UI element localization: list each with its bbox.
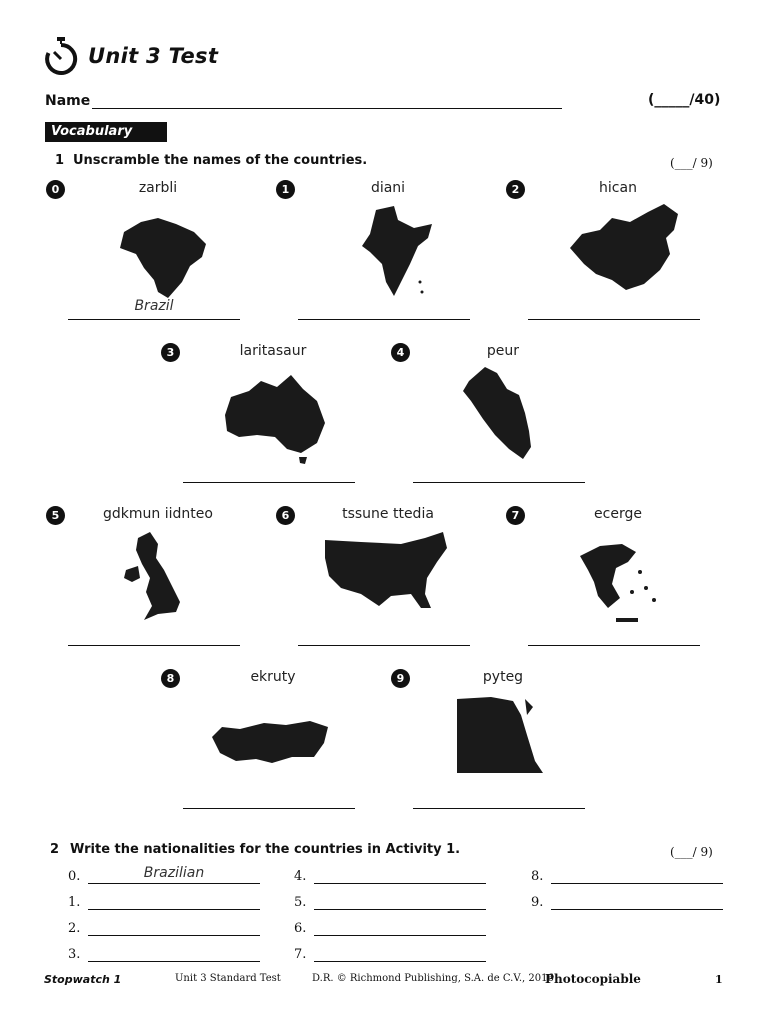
scrambled-word: peur xyxy=(486,343,520,359)
scrambled-word: zarbli xyxy=(138,180,178,196)
brazil-map-icon xyxy=(106,202,231,302)
scrambled-word: gdkmun iidnteo xyxy=(103,506,213,522)
country-item xyxy=(161,669,391,819)
nationality-item xyxy=(68,865,205,884)
country-item xyxy=(506,506,736,656)
answer-line[interactable] xyxy=(314,883,486,884)
answer-text: Brazilian xyxy=(143,865,205,881)
australia-map-icon xyxy=(221,365,346,465)
stopwatch-icon xyxy=(44,36,78,76)
country-item xyxy=(46,506,276,656)
page-title: Unit 3 Test xyxy=(88,44,219,68)
item-label: 1. xyxy=(68,895,81,910)
country-item xyxy=(276,180,506,330)
item-number-badge: 0 xyxy=(46,180,65,199)
activity2-number: 2 xyxy=(50,842,60,857)
uk-map-icon xyxy=(106,528,231,628)
item-label: 5. xyxy=(294,895,307,910)
item-number-badge: 2 xyxy=(506,180,525,199)
answer-line[interactable] xyxy=(88,909,260,910)
answer-line[interactable] xyxy=(68,645,240,646)
item-label: 9. xyxy=(531,895,544,910)
scrambled-word: laritasaur xyxy=(239,343,307,359)
item-label: 3. xyxy=(68,947,81,962)
nationality-item xyxy=(68,921,80,936)
scrambled-word: ekruty xyxy=(250,669,296,685)
peru-map-icon xyxy=(451,365,576,465)
item-label: 7. xyxy=(294,947,307,962)
answer-line[interactable] xyxy=(528,645,700,646)
country-item xyxy=(391,669,621,819)
name-label: Name xyxy=(45,93,91,109)
country-item xyxy=(391,343,621,493)
scrambled-word: diani xyxy=(370,180,406,196)
name-input-line[interactable] xyxy=(92,108,562,109)
activity1-heading xyxy=(55,153,367,168)
nationality-item xyxy=(294,869,306,884)
activity2-heading xyxy=(50,842,460,857)
activity2-score: (___/ 9) xyxy=(670,845,713,859)
answer-text: Brazil xyxy=(134,298,174,314)
item-label: 8. xyxy=(531,869,544,884)
footer-copyright: D.R. © Richmond Publishing, S.A. de C.V., 2016 xyxy=(312,973,554,984)
nationality-item xyxy=(68,895,80,910)
egypt-map-icon xyxy=(451,691,576,791)
answer-line[interactable] xyxy=(551,883,723,884)
answer-line[interactable] xyxy=(413,482,585,483)
item-label: 6. xyxy=(294,921,307,936)
country-item xyxy=(161,343,391,493)
india-map-icon xyxy=(336,202,461,302)
answer-line[interactable] xyxy=(314,935,486,936)
answer-line[interactable] xyxy=(183,808,355,809)
answer-line[interactable] xyxy=(298,319,470,320)
greece-map-icon xyxy=(566,528,691,628)
footer-brand: Stopwatch 1 xyxy=(44,973,122,986)
country-item xyxy=(276,506,506,656)
item-label: 2. xyxy=(68,921,81,936)
answer-line[interactable] xyxy=(88,883,260,884)
item-number-badge: 5 xyxy=(46,506,65,525)
nationality-item xyxy=(531,869,543,884)
footer-test-name: Unit 3 Standard Test xyxy=(175,973,281,984)
activity1-instruction: Unscramble the names of the countries. xyxy=(73,153,368,168)
nationality-item xyxy=(294,921,306,936)
china-map-icon xyxy=(566,202,691,302)
activity1-score: (___/ 9) xyxy=(670,156,713,170)
item-number-badge: 6 xyxy=(276,506,295,525)
answer-line[interactable] xyxy=(183,482,355,483)
nationality-item xyxy=(531,895,543,910)
item-label: 0. xyxy=(68,869,81,884)
answer-line[interactable] xyxy=(528,319,700,320)
section-heading: Vocabulary xyxy=(45,122,167,142)
page-number: 1 xyxy=(715,973,723,986)
item-number-badge: 1 xyxy=(276,180,295,199)
nationality-item xyxy=(294,947,306,962)
item-label: 4. xyxy=(294,869,307,884)
country-item xyxy=(506,180,736,330)
item-number-badge: 4 xyxy=(391,343,410,362)
answer-line[interactable] xyxy=(298,645,470,646)
answer-line[interactable] xyxy=(314,961,486,962)
nationality-item xyxy=(294,895,306,910)
answer-line[interactable] xyxy=(314,909,486,910)
footer-photocopiable: Photocopiable xyxy=(545,972,641,986)
usa-map-icon xyxy=(316,528,451,628)
item-number-badge: 8 xyxy=(161,669,180,688)
turkey-map-icon xyxy=(191,691,346,791)
scrambled-word: ecerge xyxy=(594,506,642,522)
answer-line[interactable] xyxy=(551,909,723,910)
scrambled-word: pyteg xyxy=(482,669,524,685)
activity2-instruction: Write the nationalities for the countries in Activity 1. xyxy=(70,842,461,857)
item-number-badge: 9 xyxy=(391,669,410,688)
item-number-badge: 3 xyxy=(161,343,180,362)
answer-line[interactable] xyxy=(88,961,260,962)
scrambled-word: hican xyxy=(599,180,637,196)
answer-line[interactable] xyxy=(68,319,240,320)
scrambled-word: tssune ttedia xyxy=(342,506,434,522)
country-item xyxy=(46,180,276,330)
item-number-badge: 7 xyxy=(506,506,525,525)
activity1-number: 1 xyxy=(55,153,65,168)
nationality-item xyxy=(68,947,80,962)
answer-line[interactable] xyxy=(88,935,260,936)
answer-line[interactable] xyxy=(413,808,585,809)
total-score: (_____/40) xyxy=(648,92,721,108)
